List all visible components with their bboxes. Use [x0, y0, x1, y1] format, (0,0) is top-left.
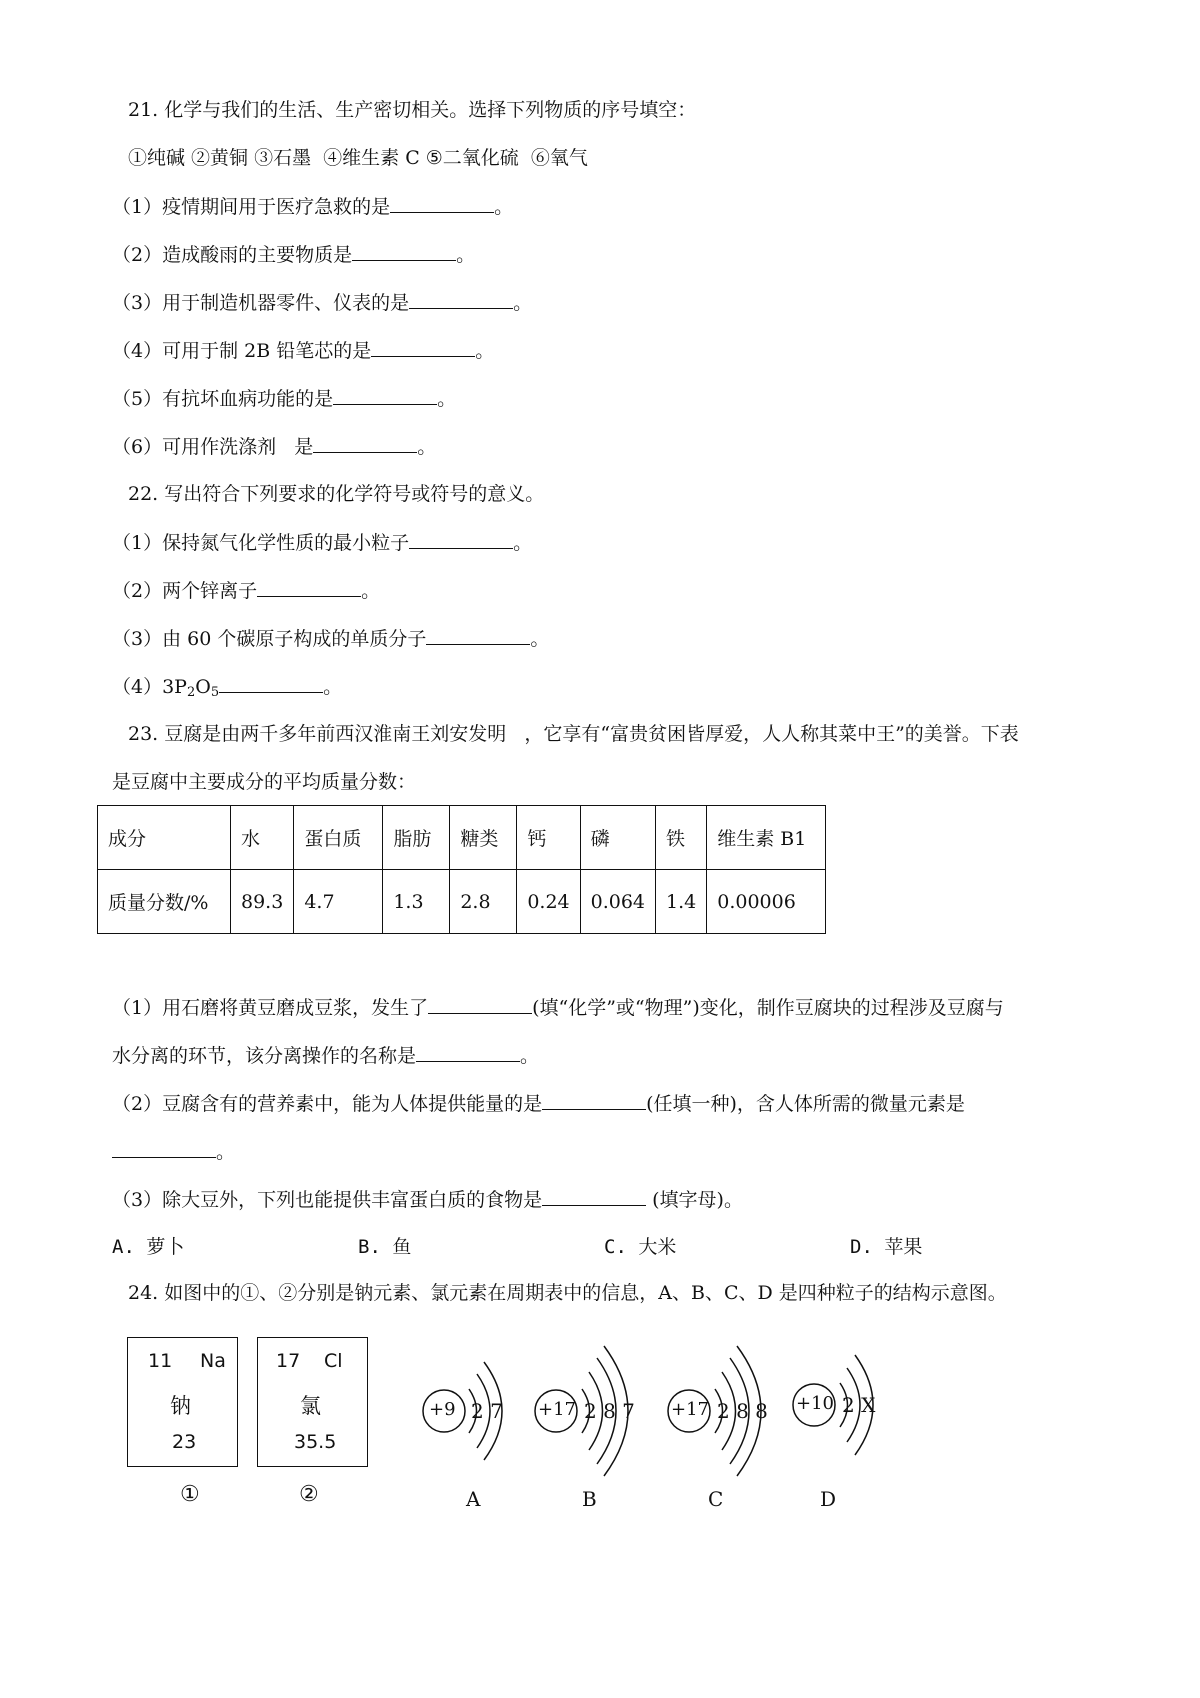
nucleus-charge: +9 — [429, 1399, 456, 1420]
q22-item-3: （3）由 60 个碳原子构成的单质分子 。 — [112, 628, 550, 650]
periodic-cell-chlorine — [257, 1337, 368, 1467]
q22-stem: 22. 写出符合下列要求的化学符号或符号的意义。 — [128, 483, 545, 505]
q24-stem: 24. 如图中的①、②分别是钠元素、氯元素在周期表中的信息，A、B、C、D 是四种粒子的结构示意图。 — [128, 1282, 1007, 1304]
q22-item-4: $(4)3P_2O_5$ 。 — [112, 676, 343, 700]
q21-stem: 21. 化学与我们的生活、生产密切相关。选择下列物质的序号填空： — [128, 99, 697, 121]
q23-part-1-line-2: 水分离的环节，该分离操作的名称是 。 — [112, 1045, 540, 1067]
shell-electrons: 2 8 8 — [717, 1399, 768, 1423]
nucleus-charge: +17 — [671, 1399, 709, 1420]
table-cell: 成分 — [98, 806, 231, 870]
table-cell: 钙 — [517, 806, 580, 870]
shell-electrons: 2 7 — [471, 1399, 503, 1423]
atomic-mass: 35.5 — [294, 1431, 337, 1453]
answer-blank[interactable] — [416, 1043, 520, 1062]
q21-item-2: （2）造成酸雨的主要物质是 。 — [112, 244, 476, 266]
table-cell: 0.00006 — [707, 870, 826, 934]
answer-blank[interactable] — [390, 194, 494, 213]
particle-label-c: C — [708, 1487, 724, 1511]
table-header-row — [98, 806, 826, 870]
choice-d[interactable]: D. 苹果 — [850, 1236, 923, 1258]
answer-blank[interactable] — [409, 530, 513, 549]
answer-blank[interactable] — [371, 338, 475, 357]
answer-blank[interactable] — [352, 242, 456, 261]
q21-item-1: （1）疫情期间用于医疗急救的是 。 — [112, 196, 514, 218]
table-cell: 1.3 — [383, 870, 450, 934]
choice-a[interactable]: A. 萝卜 — [112, 1236, 185, 1258]
answer-blank[interactable] — [112, 1139, 216, 1158]
q21-item-6: （6）可用作洗涤剂 是 。 — [112, 436, 437, 458]
table-cell: 4.7 — [294, 870, 383, 934]
label-2: ② — [299, 1482, 319, 1507]
particle-label-a: A — [466, 1487, 481, 1511]
tofu-composition-table — [97, 805, 826, 934]
atomic-number: 11 — [148, 1350, 173, 1372]
answer-blank[interactable] — [333, 386, 437, 405]
table-cell: 1.4 — [656, 870, 707, 934]
q23-part-2-line-2: 。 — [112, 1139, 235, 1164]
periodic-cell-sodium — [127, 1337, 238, 1467]
particle-label-d: D — [820, 1487, 837, 1511]
table-cell: 蛋白质 — [294, 806, 383, 870]
q23-stem-line-2: 是豆腐中主要成分的平均质量分数： — [112, 771, 417, 793]
element-symbol: Na — [200, 1350, 226, 1372]
table-cell: 0.064 — [580, 870, 655, 934]
answer-blank[interactable] — [409, 290, 513, 309]
q23-stem-line-1: 23. 豆腐是由两千多年前西汉淮南王刘安发明 ，它享有“富贵贫困皆厚爱，人人称其菜中王”的美誉。下表 — [128, 723, 1019, 745]
answer-blank[interactable] — [426, 626, 530, 645]
q22-item-1: （1）保持氮气化学性质的最小粒子 。 — [112, 532, 533, 554]
table-cell: 糖类 — [450, 806, 517, 870]
table-cell: 0.24 — [517, 870, 580, 934]
answer-blank[interactable] — [219, 674, 323, 693]
shell-electrons: 2 X — [842, 1393, 876, 1417]
answer-blank[interactable] — [313, 434, 417, 453]
answer-blank[interactable] — [257, 578, 361, 597]
element-name: 氯 — [300, 1394, 321, 1418]
particle-label-b: B — [582, 1487, 597, 1511]
q23-part-1-line-1: （1）用石磨将黄豆磨成豆浆，发生了 (填“化学”或“物理”)变化，制作豆腐块的过程涉及豆腐与 — [112, 997, 1004, 1019]
q21-item-5: （5）有抗坏血病功能的是 。 — [112, 388, 457, 410]
element-symbol: Cl — [324, 1350, 343, 1372]
table-row — [98, 870, 826, 934]
table-cell: 水 — [231, 806, 294, 870]
table-cell: 铁 — [656, 806, 707, 870]
choice-b[interactable]: B. 鱼 — [358, 1236, 412, 1258]
atomic-mass: 23 — [172, 1431, 197, 1453]
label-1: ① — [180, 1482, 200, 1507]
element-name: 钠 — [170, 1394, 191, 1418]
table-cell: 脂肪 — [383, 806, 450, 870]
answer-blank[interactable] — [542, 1187, 646, 1206]
nucleus-charge: +17 — [538, 1399, 576, 1420]
table-cell: 质量分数/% — [98, 870, 231, 934]
q22-item-2: （2）两个锌离子 。 — [112, 580, 381, 602]
choice-c[interactable]: C. 大米 — [604, 1236, 677, 1258]
answer-blank[interactable] — [428, 995, 532, 1014]
q21-options: ①纯碱 ②黄铜 ③石墨 ④维生素 C ⑤二氧化硫 ⑥氧气 — [128, 147, 588, 169]
answer-blank[interactable] — [542, 1091, 646, 1110]
table-cell: 2.8 — [450, 870, 517, 934]
shell-electrons: 2 8 7 — [584, 1399, 635, 1423]
table-cell: 磷 — [580, 806, 655, 870]
table-cell: 89.3 — [231, 870, 294, 934]
q21-item-3: （3）用于制造机器零件、仪表的是 。 — [112, 292, 533, 314]
q23-part-3: （3）除大豆外，下列也能提供丰富蛋白质的食物是 (填字母)。 — [112, 1189, 743, 1211]
atomic-number: 17 — [276, 1350, 301, 1372]
q23-part-2-line-1: （2）豆腐含有的营养素中，能为人体提供能量的是 (任填一种)，含人体所需的微量元素是 — [112, 1093, 965, 1115]
table-cell: 维生素 B1 — [707, 806, 826, 870]
q21-item-4: （4）可用于制 2B 铅笔芯的是 。 — [112, 340, 495, 362]
nucleus-charge: +10 — [796, 1393, 834, 1414]
